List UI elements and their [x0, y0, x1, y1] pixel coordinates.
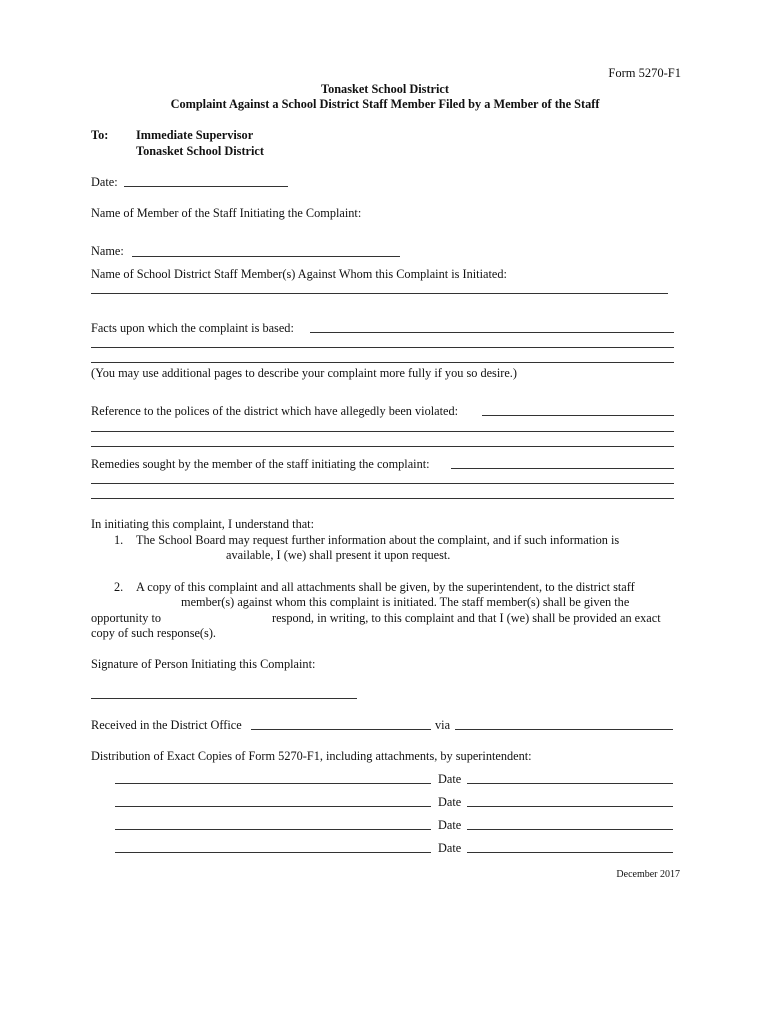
distribution-name-field[interactable] — [115, 806, 431, 807]
initiator-section-label: Name of Member of the Staff Initiating the Complaint: — [91, 206, 362, 220]
distribution-date-label: Date — [438, 841, 462, 855]
remedies-label: Remedies sought by the member of the staff initiating the complaint: — [91, 457, 430, 471]
footer-date: December 2017 — [616, 869, 680, 880]
form-number: Form 5270-F1 — [608, 66, 681, 80]
policies-field-line-1[interactable] — [482, 415, 674, 416]
policies-field-line-3[interactable] — [91, 446, 674, 447]
item-2-line-1: A copy of this complaint and all attachments shall be given, by the superintendent, to the district staff — [136, 580, 635, 594]
remedies-field-line-1[interactable] — [451, 468, 674, 469]
facts-field-line-1[interactable] — [310, 332, 674, 333]
distribution-name-field[interactable] — [115, 829, 431, 830]
policies-label: Reference to the polices of the district which have allegedly been violated: — [91, 404, 459, 418]
distribution-date-label: Date — [438, 795, 462, 809]
distribution-date-field[interactable] — [467, 806, 673, 807]
to-label: To: — [91, 128, 109, 142]
against-field[interactable] — [91, 293, 668, 294]
signature-field[interactable] — [91, 698, 357, 699]
remedies-field-line-3[interactable] — [91, 498, 674, 499]
form-title: Complaint Against a School District Staff Member Filed by a Member of the Staff — [170, 97, 600, 111]
item-1-line-1: The School Board may request further information about the complaint, and if such information is — [136, 533, 620, 547]
facts-field-line-3[interactable] — [91, 362, 674, 363]
item-1-number: 1. — [114, 533, 124, 547]
against-label: Name of School District Staff Member(s) Against Whom this Complaint is Initiated: — [91, 267, 507, 281]
to-recipient-title: Immediate Supervisor — [136, 128, 254, 142]
policies-field-line-2[interactable] — [91, 431, 674, 432]
facts-field-line-2[interactable] — [91, 347, 674, 348]
remedies-field-line-2[interactable] — [91, 483, 674, 484]
distribution-date-label: Date — [438, 818, 462, 832]
distribution-date-field[interactable] — [467, 852, 673, 853]
item-2-line-3a: opportunity to — [91, 611, 162, 625]
item-2-line-4: copy of such response(s). — [91, 626, 216, 640]
name-field[interactable] — [132, 256, 400, 257]
item-2-number: 2. — [114, 580, 124, 594]
received-field[interactable] — [251, 729, 431, 730]
via-field[interactable] — [455, 729, 673, 730]
additional-pages-note: (You may use additional pages to describe your complaint more fully if you so desire.) — [91, 366, 517, 380]
understanding-intro: In initiating this complaint, I understand that: — [91, 517, 315, 531]
distribution-date-field[interactable] — [467, 829, 673, 830]
distribution-date-field[interactable] — [467, 783, 673, 784]
item-2-line-2: member(s) against whom this complaint is initiated. The staff member(s) shall be given the — [181, 595, 630, 609]
distribution-name-field[interactable] — [115, 852, 431, 853]
distribution-label: Distribution of Exact Copies of Form 5270-F1, including attachments, by superintendent: — [91, 749, 532, 763]
name-label: Name: — [91, 244, 124, 258]
distribution-name-field[interactable] — [115, 783, 431, 784]
via-label: via — [435, 718, 451, 732]
facts-label: Facts upon which the complaint is based: — [91, 321, 294, 335]
signature-label: Signature of Person Initiating this Complaint: — [91, 657, 316, 671]
distribution-date-label: Date — [438, 772, 462, 786]
district-heading: Tonasket School District — [321, 82, 449, 96]
item-2-line-3b: respond, in writing, to this complaint and that I (we) shall be provided an exact — [272, 611, 661, 625]
date-label: Date: — [91, 175, 118, 189]
to-recipient-district: Tonasket School District — [136, 144, 264, 158]
date-field[interactable] — [124, 186, 288, 187]
received-label: Received in the District Office — [91, 718, 242, 732]
item-1-line-2: available, I (we) shall present it upon request. — [226, 548, 451, 562]
